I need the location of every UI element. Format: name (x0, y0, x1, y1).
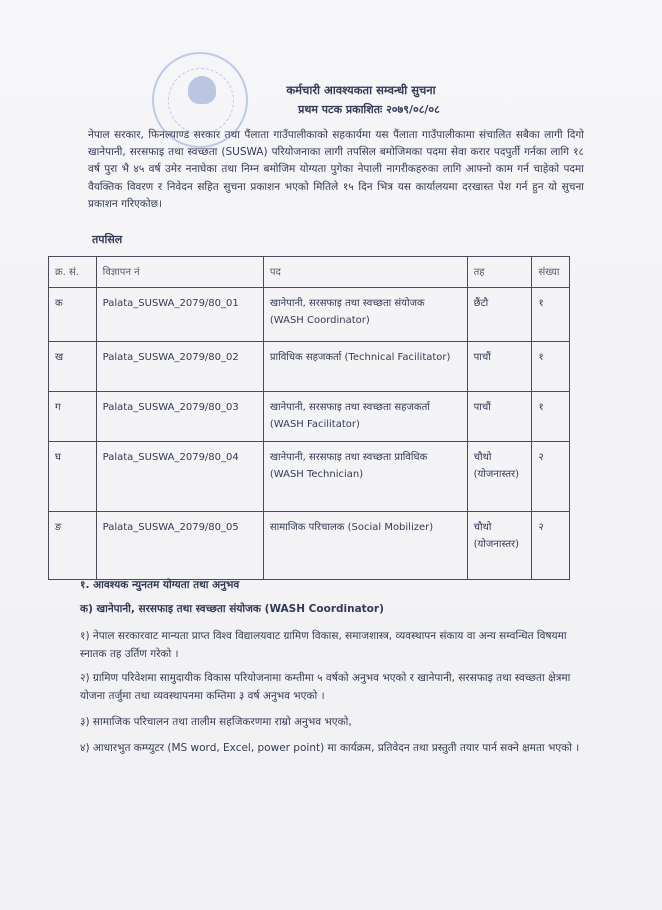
header-post: पद (263, 257, 467, 288)
cell-serial: क (49, 288, 97, 342)
table-row (49, 288, 570, 342)
qualification-item: ४) आधारभुत कम्प्युटर (MS word, Excel, power point) मा कार्यक्रम, प्रतिवेदन तथा प्रस्तुती तयार पार्न सक्ने क्षमता भएको । (80, 742, 580, 754)
cell-serial: ख (49, 342, 97, 392)
cell-serial: ग (49, 392, 97, 442)
header-ad-number: विज्ञापन नं (96, 257, 263, 288)
cell-level: चौथो (योजनास्तर) (467, 512, 532, 580)
notice-intro-paragraph: नेपाल सरकार, फिनल्याण्ड सरकार तथा पैंलाता गाउँपालीकाको सहकार्यमा यस पैंलाता गाउँपालीकामा संचालित सबैका लागी दिगो खानेपानी, सरसफाइ तथा स्वच्छता (SUSWA) परियोजनाका लागी तपसिल बमोजिमका पदमा सेवा करार पदपुर्ती गर्नका लागि १८ वर्ष पुरा भै ४५ वर्ष उमेर ननाघेका तथा निम्न बमोजिम योग्यता पुगेका नेपाली नागरीकहरुका लागि आफ्नो काम गर्न चाहेको पदमा वैयक्तिक विवरण र निवेदन सहित सुचना प्रकाशन भएको मितिले १५ दिन भित्र यस कार्यालयमा दरखास्त पेश गर्न हुन यो सुचना प्रकाशन गरिएकोछ। (88, 129, 584, 210)
notice-publication-date: प्रथम पटक प्रकाशितः २०७९/०८/०८ (298, 103, 440, 116)
table-row (49, 342, 570, 392)
cell-count: १ (532, 392, 570, 442)
cell-post: सामाजिक परिचालक (Social Mobilizer) (263, 512, 467, 580)
cell-ad-number: Palata_SUSWA_2079/80_04 (96, 442, 263, 512)
cell-post: खानेपानी, सरसफाइ तथा स्वच्छता प्राविधिक (WASH Technician) (263, 442, 467, 512)
table-row (49, 442, 570, 512)
cell-serial: ङ (49, 512, 97, 580)
table-row (49, 512, 570, 580)
cell-level: छैंटौ (467, 288, 532, 342)
table-header-row (49, 257, 570, 288)
qualification-item: २) ग्रामिण परिवेशमा सामुदायीक विकास परियोजनामा कम्तीमा ५ वर्षको अनुभव भएको र खानेपानी, सरसफाइ तथा स्वच्छता क्षेत्रमा योजना तर्जुमा तथा व्यवस्थापनमा कम्तिमा ३ वर्ष अनुभव भएको । (80, 672, 571, 702)
qualification-heading: १. आवश्यक न्युनतम योग्यता तथा अनुभव (80, 579, 240, 591)
header-count: संख्या (532, 257, 570, 288)
cell-level: पाचौं (467, 342, 532, 392)
cell-count: १ (532, 342, 570, 392)
cell-post: खानेपानी, सरसफाइ तथा स्वच्छता सहजकर्ता (WASH Facilitator) (263, 392, 467, 442)
cell-count: १ (532, 288, 570, 342)
cell-level: पाचौं (467, 392, 532, 442)
cell-level: चौथो (योजनास्तर) (467, 442, 532, 512)
table-row (49, 392, 570, 442)
qualification-subheading: क) खानेपानी, सरसफाइ तथा स्वच्छता संयोजक (WASH Coordinator) (80, 603, 384, 615)
cell-count: २ (532, 442, 570, 512)
notice-title: कर्मचारी आवश्यकता सम्वन्धी सुचना (286, 83, 436, 97)
qualification-item: ३) सामाजिक परिचालन तथा तालीम सहजिकरणमा राम्रो अनुभव भएको, (80, 716, 352, 728)
cell-post: प्राविधिक सहजकर्ता (Technical Facilitator) (263, 342, 467, 392)
cell-ad-number: Palata_SUSWA_2079/80_01 (96, 288, 263, 342)
cell-count: २ (532, 512, 570, 580)
cell-ad-number: Palata_SUSWA_2079/80_02 (96, 342, 263, 392)
cell-ad-number: Palata_SUSWA_2079/80_05 (96, 512, 263, 580)
cell-post: खानेपानी, सरसफाइ तथा स्वच्छता संयोजक (WASH Coordinator) (263, 288, 467, 342)
cell-ad-number: Palata_SUSWA_2079/80_03 (96, 392, 263, 442)
header-serial: क्र. सं. (49, 257, 97, 288)
header-level: तह (467, 257, 532, 288)
qualification-item: १) नेपाल सरकारवाट मान्यता प्राप्त विश्व विद्यालयवाट ग्रामिण विकास, समाजशास्त्र, व्यवस्थापन संकाय वा अन्य सम्वन्धित विषयमा स्नातक तह उर्तिण गरेको । (80, 630, 567, 660)
cell-serial: घ (49, 442, 97, 512)
vacancy-table (48, 256, 570, 580)
schedule-label: तपसिल (92, 233, 123, 246)
